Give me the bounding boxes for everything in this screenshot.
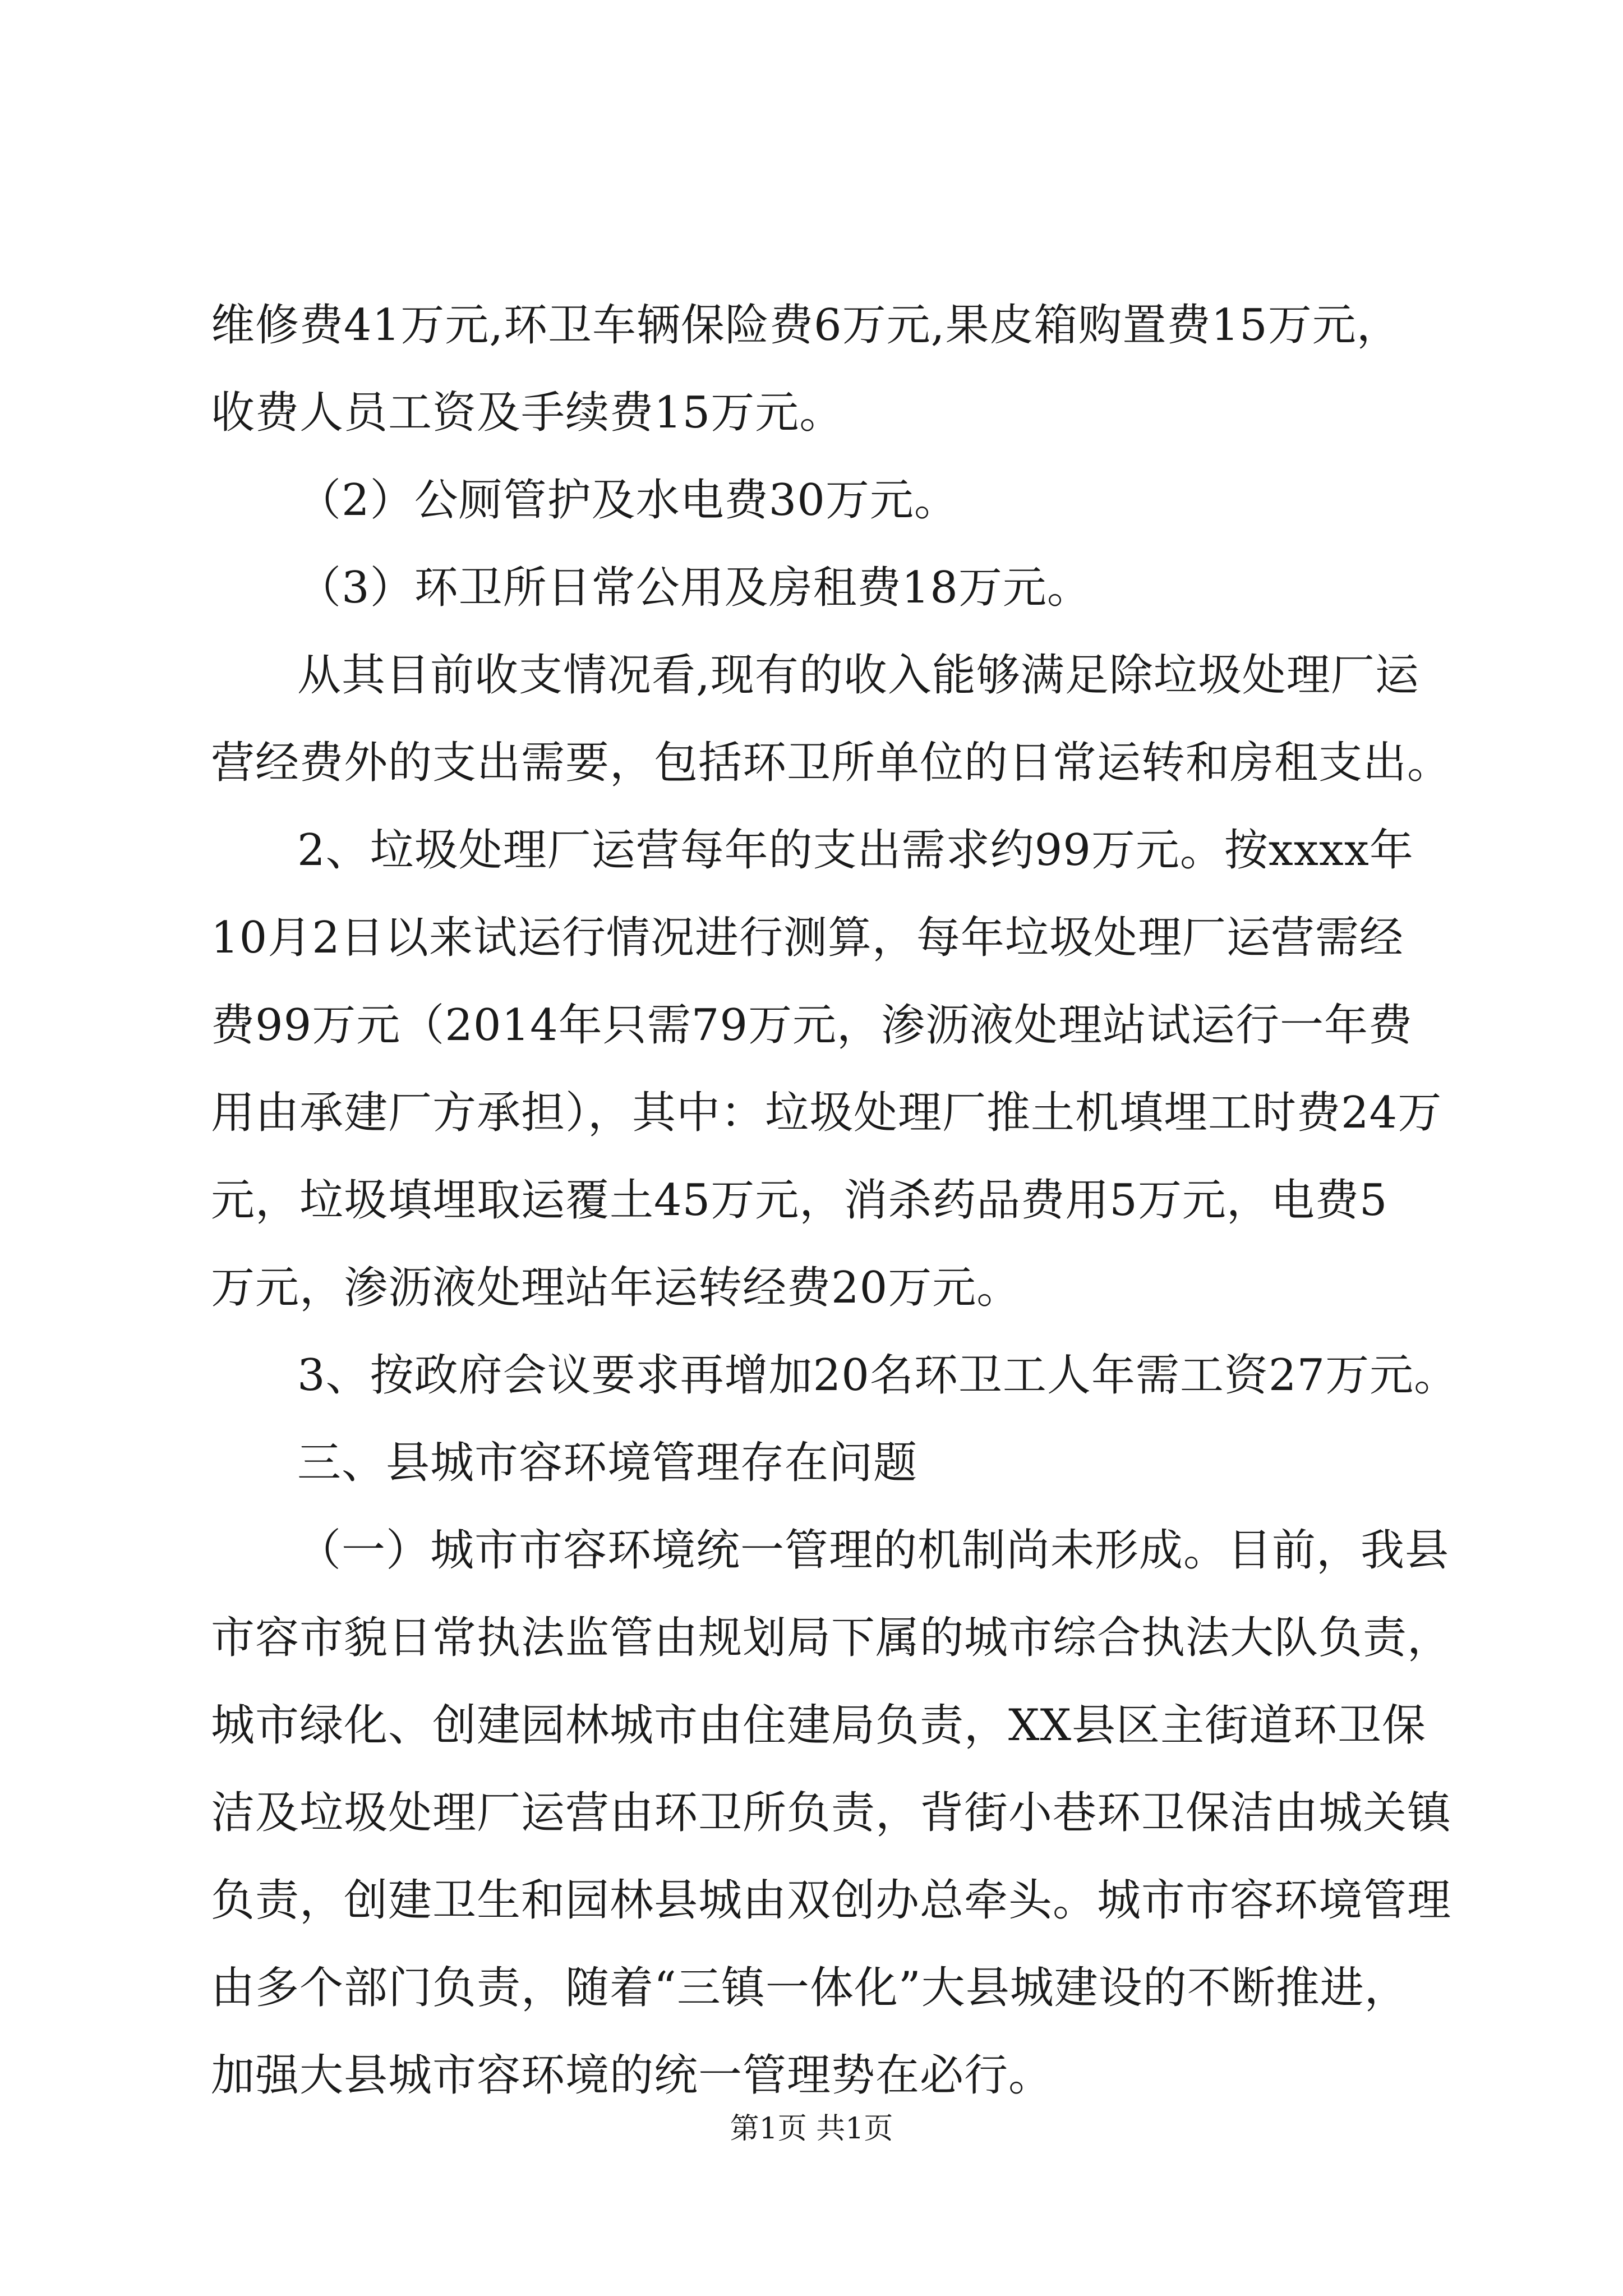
body-line-8: 10月2日以来试运行情况进行测算，每年垃圾处理厂运营需经 (211, 913, 1404, 963)
page-footer: 第1页 共1页 (730, 2112, 893, 2146)
body-line-5: 从其目前收支情况看,现有的收入能够满足除垃圾处理厂运 (297, 650, 1419, 701)
body-line-3: （2）公厕管护及水电费30万元。 (297, 475, 958, 526)
body-line-2: 收费人员工资及手续费15万元。 (211, 388, 844, 438)
body-line-21: 加强大县城市容环境的统一管理势在必行。 (211, 2050, 1053, 2101)
body-line-11: 元，垃圾填埋取运覆土45万元，消杀药品费用5万元，电费5 (211, 1175, 1388, 1226)
section-heading: 三、县城市容环境管理存在问题 (297, 1438, 918, 1488)
body-line-16: 市容市貌日常执法监管由规划局下属的城市综合执法大队负责， (211, 1613, 1452, 1663)
body-line-12: 万元，渗沥液处理站年运转经费20万元。 (211, 1263, 1021, 1313)
body-line-15: （一）城市市容环境统一管理的机制尚未形成。目前，我县 (297, 1525, 1450, 1576)
body-line-19: 负责，创建卫生和园林县城由双创办总牵头。城市市容环境管理 (211, 1875, 1452, 1926)
body-line-9: 费99万元（2014年只需79万元，渗沥液处理站试运行一年费 (211, 1000, 1413, 1051)
body-line-17: 城市绿化、创建园林城市由住建局负责，XX县区主街道环卫保 (211, 1700, 1427, 1751)
body-line-10: 用由承建厂方承担），其中：垃圾处理厂推土机填埋工时费24万 (211, 1088, 1442, 1138)
body-line-1: 维修费41万元,环卫车辆保险费6万元,果皮箱购置费15万元， (211, 300, 1401, 351)
body-line-13: 3、按政府会议要求再增加20名环卫工人年需工资27万元。 (297, 1350, 1459, 1401)
body-line-7: 2、垃圾处理厂运营每年的支出需求约99万元。按xxxx年 (297, 825, 1414, 876)
body-line-6: 营经费外的支出需要，包括环卫所单位的日常运转和房租支出。 (211, 738, 1452, 788)
body-line-20: 由多个部门负责，随着“三镇一体化”大县城建设的不断推进， (211, 1963, 1409, 2013)
body-line-4: （3）环卫所日常公用及房租费18万元。 (297, 563, 1091, 613)
body-line-18: 洁及垃圾处理厂运营由环卫所负责，背街小巷环卫保洁由城关镇 (211, 1788, 1452, 1838)
